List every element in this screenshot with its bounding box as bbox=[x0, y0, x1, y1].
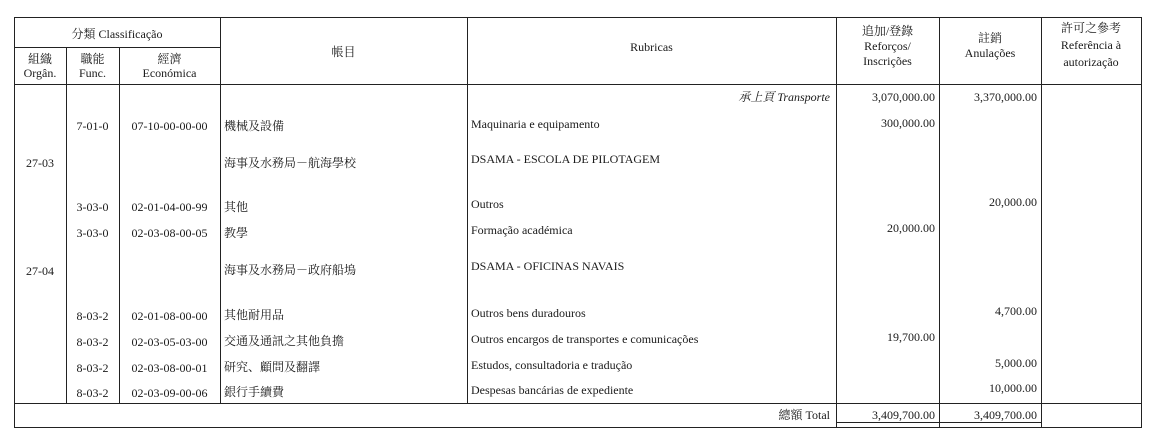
row-func: 3-03-0 bbox=[76, 200, 109, 214]
row-rubrica: Maquinaria e equipamento bbox=[471, 117, 600, 131]
row-anulacoes: 5,000.00 bbox=[995, 356, 1037, 370]
account-header: 帳目 bbox=[331, 45, 356, 59]
row-rubrica: DSAMA - ESCOLA DE PILOTAGEM bbox=[471, 152, 661, 166]
row-chinese: 銀行手續費 bbox=[224, 385, 285, 399]
table-border-top bbox=[14, 17, 1141, 18]
header-bottom-line bbox=[14, 84, 1141, 85]
row-chinese: 海事及水務局－航海學校 bbox=[224, 156, 357, 170]
func-header-zh: 職能 bbox=[80, 52, 105, 66]
econ-header-zh: 經濟 bbox=[157, 52, 182, 66]
row-chinese: 機械及設備 bbox=[224, 119, 285, 133]
table-border-bottom bbox=[14, 427, 1141, 428]
row-econ: 02-03-05-03-00 bbox=[131, 335, 208, 349]
row-func: 7-01-0 bbox=[76, 119, 109, 133]
row-func: 8-03-2 bbox=[76, 386, 109, 400]
transport-label: 承上頁 Transporte bbox=[738, 90, 830, 104]
row-func: 3-03-0 bbox=[76, 226, 109, 240]
row-econ: 02-03-08-00-01 bbox=[131, 361, 208, 375]
row-organ: 27-04 bbox=[26, 264, 54, 278]
col-line-account bbox=[467, 17, 468, 404]
reforcos-header-zh: 追加/登錄 bbox=[861, 24, 914, 38]
organ-header-pt: Orgân. bbox=[23, 66, 57, 80]
row-rubrica: Outros bbox=[471, 197, 504, 211]
row-rubrica: DSAMA - OFICINAS NAVAIS bbox=[471, 259, 625, 273]
referencia-header-pt1: Referência à bbox=[1060, 38, 1122, 52]
row-rubrica: Outros bens duradouros bbox=[471, 306, 586, 320]
row-rubrica: Despesas bancárias de expediente bbox=[471, 383, 634, 397]
reforcos-header-pt1: Reforços/ bbox=[864, 39, 911, 53]
total-top-line bbox=[14, 403, 1141, 404]
anulacoes-header-zh: 註銷 bbox=[977, 31, 1002, 45]
row-rubrica: Estudos, consultadoria e tradução bbox=[471, 358, 633, 372]
referencia-header-pt2: autorização bbox=[1063, 55, 1119, 69]
row-econ: 02-03-09-00-06 bbox=[131, 386, 208, 400]
row-func: 8-03-2 bbox=[76, 361, 109, 375]
row-chinese: 其他耐用品 bbox=[224, 308, 285, 322]
row-rubrica: Outros encargos de transportes e comunicações bbox=[471, 332, 699, 346]
row-econ: 02-01-08-00-00 bbox=[131, 309, 208, 323]
anulacoes-header-pt: Anulações bbox=[964, 46, 1016, 60]
row-econ: 02-03-08-00-05 bbox=[131, 226, 208, 240]
row-chinese: 交通及通訊之其他負擔 bbox=[224, 334, 345, 348]
row-reforcos: 300,000.00 bbox=[881, 116, 935, 130]
row-econ: 02-01-04-00-99 bbox=[131, 200, 208, 214]
row-chinese: 海事及水務局－政府船塢 bbox=[224, 263, 357, 277]
total-anulacoes: 3,409,700.00 bbox=[974, 408, 1037, 422]
row-func: 8-03-2 bbox=[76, 309, 109, 323]
transport-reforcos: 3,070,000.00 bbox=[872, 90, 935, 104]
row-func: 8-03-2 bbox=[76, 335, 109, 349]
row-chinese: 其他 bbox=[224, 200, 249, 214]
row-reforcos: 20,000.00 bbox=[887, 221, 935, 235]
row-chinese: 教學 bbox=[224, 226, 249, 240]
border-right bbox=[1141, 17, 1142, 428]
row-chinese: 研究、顧問及翻譯 bbox=[224, 360, 321, 374]
row-anulacoes: 4,700.00 bbox=[995, 304, 1037, 318]
rubricas-header: Rubricas bbox=[630, 40, 673, 54]
total-label: 總額 Total bbox=[778, 408, 830, 422]
organ-header-zh: 組織 bbox=[27, 52, 52, 66]
reforcos-header-pt2: Inscrições bbox=[863, 54, 912, 68]
total-reforcos: 3,409,700.00 bbox=[872, 408, 935, 422]
row-anulacoes: 20,000.00 bbox=[989, 195, 1037, 209]
row-rubrica: Formação académica bbox=[471, 223, 573, 237]
func-header-pt: Func. bbox=[79, 66, 106, 80]
referencia-header-zh: 許可之參考 bbox=[1060, 21, 1121, 35]
econ-header-pt: Económica bbox=[142, 66, 197, 80]
row-organ: 27-03 bbox=[26, 156, 54, 170]
row-econ: 07-10-00-00-00 bbox=[131, 119, 208, 133]
col-line-econ bbox=[220, 17, 221, 404]
row-anulacoes: 10,000.00 bbox=[989, 381, 1037, 395]
row-reforcos: 19,700.00 bbox=[887, 330, 935, 344]
classification-underline bbox=[14, 47, 220, 48]
col-line-anulacoes bbox=[1041, 17, 1042, 428]
transport-anulacoes: 3,370,000.00 bbox=[974, 90, 1037, 104]
classification-header: 分類 Classificação bbox=[71, 27, 163, 41]
